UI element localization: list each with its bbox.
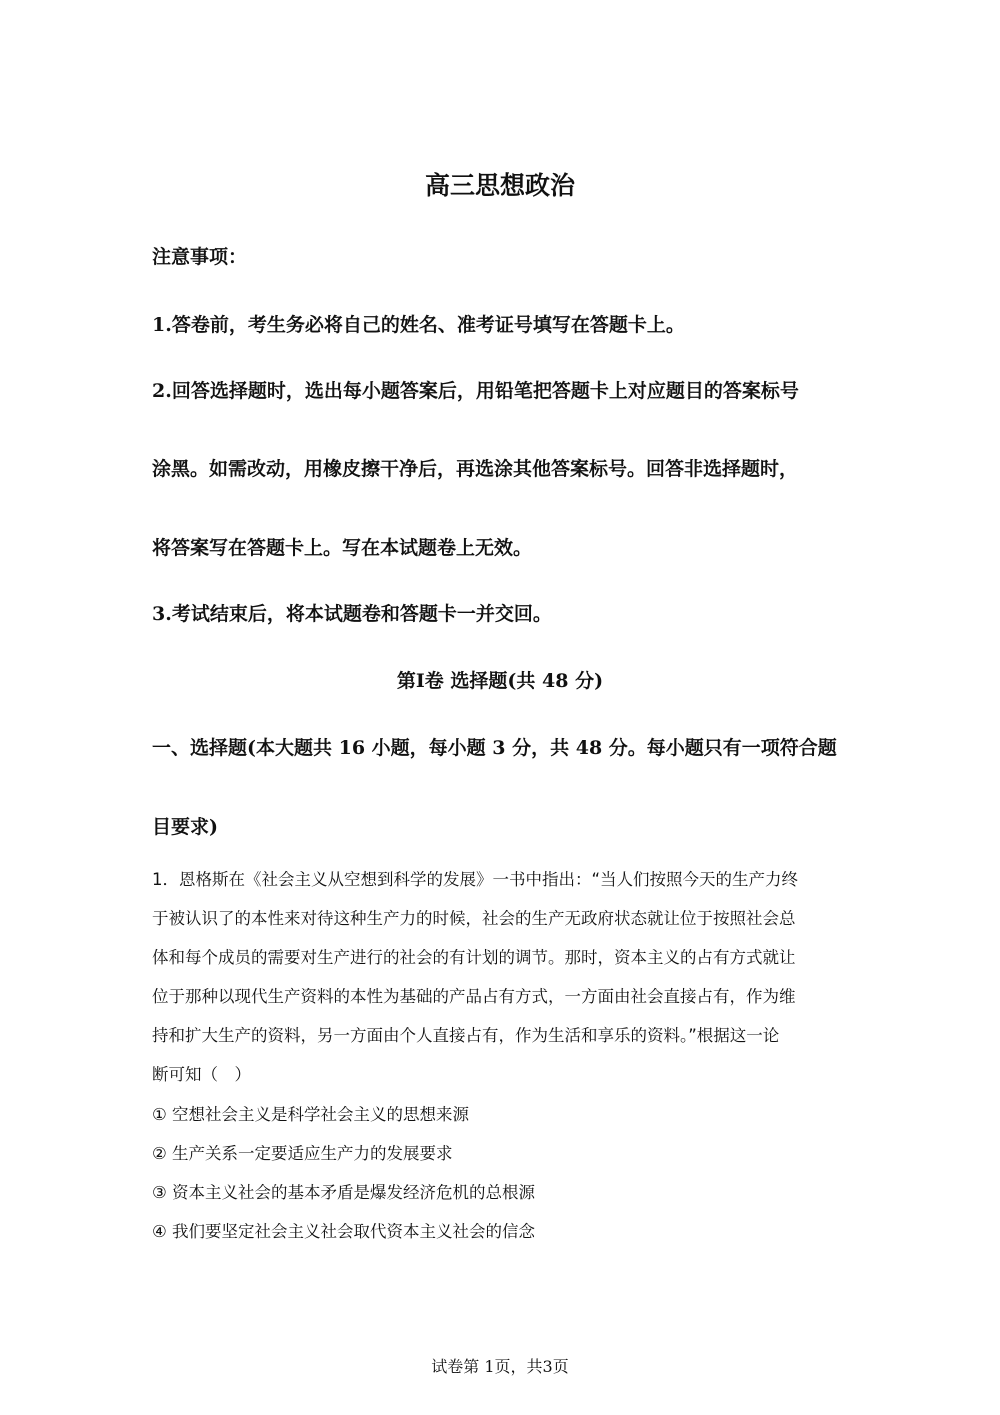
notice-item-3: 3.考试结束后，将本试题卷和答题卡一并交回。 <box>152 603 552 625</box>
notice-item-2-line-3: 将答案写在答题卡上。写在本试题卷上无效。 <box>152 537 533 559</box>
notice-item-2-line-1: 2.回答选择题时，选出每小题答案后，用铅笔把答题卡上对应题目的答案标号 <box>152 380 799 402</box>
question-1-option-3: ③ 资本主义社会的基本矛盾是爆发经济危机的总根源 <box>152 1183 536 1202</box>
notice-heading: 注意事项： <box>152 246 248 268</box>
question-1-stem-line-5: 持和扩大生产的资料，另一方面由个人直接占有，作为生活和享乐的资料。”根据这一论 <box>152 1026 780 1045</box>
question-1-stem-line-6: 断可知（ ） <box>152 1065 251 1084</box>
notice-item-2-line-2: 涂黑。如需改动，用橡皮擦干净后，再选涂其他答案标号。回答非选择题时， <box>152 458 799 480</box>
question-1-stem-line-3: 体和每个成员的需要对生产进行的社会的有计划的调节。那时，资本主义的占有方式就让 <box>152 948 796 967</box>
page-footer: 试卷第 1页，共3页 <box>431 1357 569 1376</box>
question-1-option-2: ② 生产关系一定要适应生产力的发展要求 <box>152 1144 453 1163</box>
section-title: 第Ⅰ卷 选择题(共 48 分) <box>396 670 604 692</box>
question-1-stem-line-1: 1．恩格斯在《社会主义从空想到科学的发展》一书中指出：“当人们按照今天的生产力终 <box>152 870 799 889</box>
question-1-option-1: ① 空想社会主义是科学社会主义的思想来源 <box>152 1105 470 1124</box>
question-1-stem-line-4: 位于那种以现代生产资料的本性为基础的产品占有方式，一方面由社会直接占有，作为维 <box>152 987 796 1006</box>
page-title: 高三思想政治 <box>424 171 575 200</box>
question-1-option-4: ④ 我们要坚定社会主义社会取代资本主义社会的信念 <box>152 1222 536 1241</box>
part-heading-line-1: 一、选择题(本大题共 16 小题，每小题 3 分，共 48 分。每小题只有一项符合题 <box>152 737 837 759</box>
part-heading-line-2: 目要求) <box>152 816 218 838</box>
notice-item-1: 1.答卷前，考生务必将自己的姓名、准考证号填写在答题卡上。 <box>152 314 685 336</box>
question-1-stem-line-2: 于被认识了的本性来对待这种生产力的时候，社会的生产无政府状态就让位于按照社会总 <box>152 909 796 928</box>
